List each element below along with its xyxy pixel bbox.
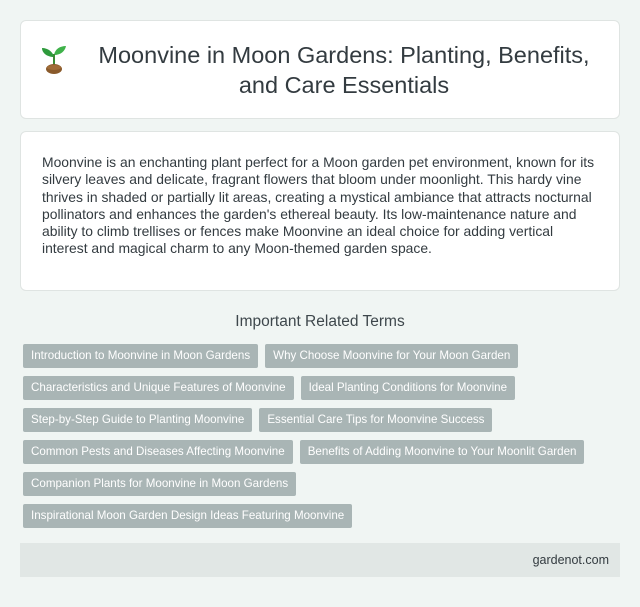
related-term-chip[interactable]: Characteristics and Unique Features of Moonvine — [23, 376, 294, 400]
footer-site-link[interactable]: gardenot.com — [532, 553, 609, 567]
related-term-chip[interactable]: Introduction to Moonvine in Moon Gardens — [23, 344, 258, 368]
related-terms-list — [23, 344, 623, 528]
footer — [20, 543, 620, 577]
related-term-chip[interactable]: Essential Care Tips for Moonvine Success — [259, 408, 492, 432]
related-term-chip[interactable]: Common Pests and Diseases Affecting Moonvine — [23, 440, 293, 464]
article-card — [20, 131, 620, 291]
related-terms-heading: Important Related Terms — [235, 313, 405, 330]
related-term-chip[interactable]: Why Choose Moonvine for Your Moon Garden — [265, 344, 518, 368]
page-title: Moonvine in Moon Gardens: Planting, Benefits, and Care Essentials — [98, 41, 590, 98]
header-inner — [39, 40, 601, 100]
header-card — [20, 20, 620, 119]
related-term-chip[interactable]: Ideal Planting Conditions for Moonvine — [301, 376, 516, 400]
related-term-chip[interactable]: Benefits of Adding Moonvine to Your Moonlit Garden — [300, 440, 585, 464]
related-term-chip[interactable]: Step-by-Step Guide to Planting Moonvine — [23, 408, 252, 432]
sprout-icon — [39, 42, 69, 76]
related-term-chip[interactable]: Inspirational Moon Garden Design Ideas Featuring Moonvine — [23, 504, 352, 528]
related-term-chip[interactable]: Companion Plants for Moonvine in Moon Gardens — [23, 472, 296, 496]
article-body: Moonvine is an enchanting plant perfect for a Moon garden pet environment, known for its silvery leaves and delicate, fragrant flowers that bloom under moonlight. This hardy vine thrives in shaded or partially lit areas, creating a mystical ambiance that attracts nocturnal pollinators and enhances the garden's ethereal beauty. Its low-maintenance nature and ability to climb trellises or fences make Moonvine an ideal choice for adding vertical interest and magical charm to any Moon-themed garden space. — [42, 154, 595, 257]
